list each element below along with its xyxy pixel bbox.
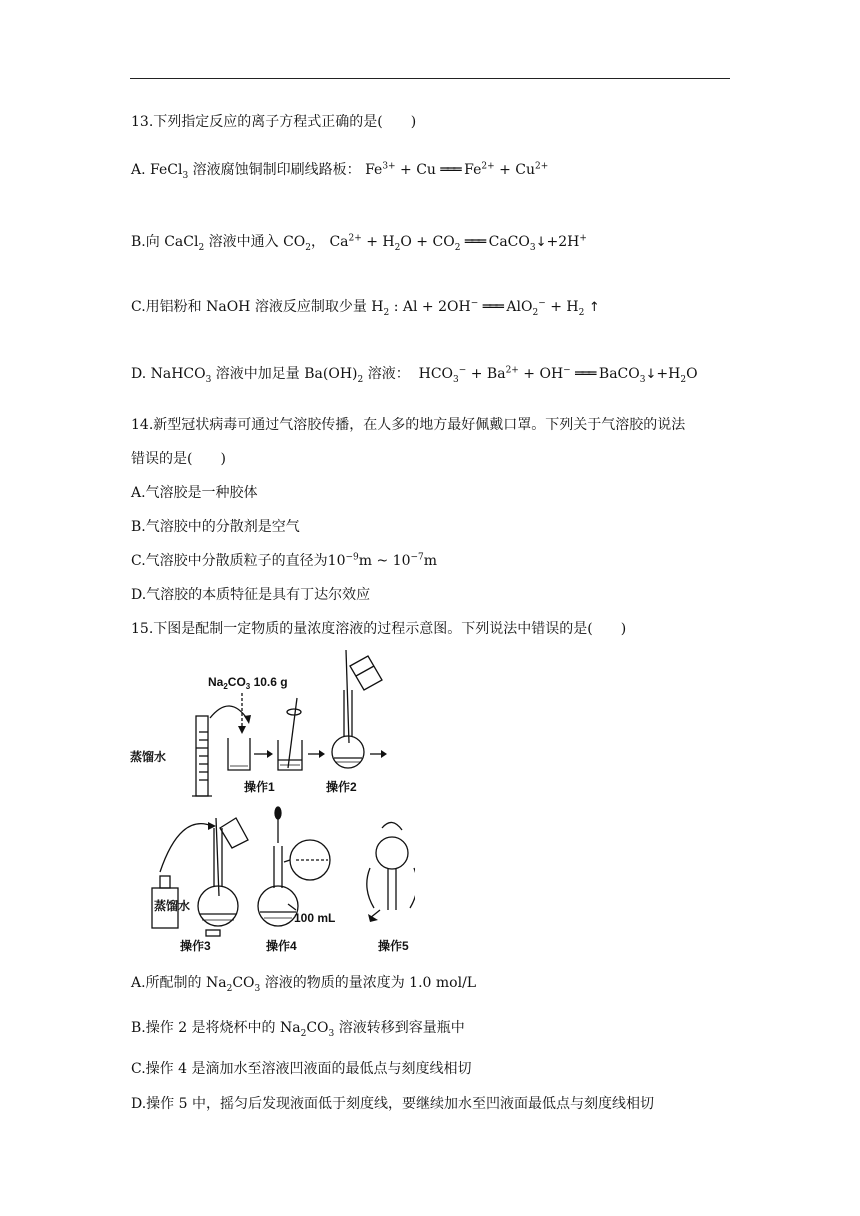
na2co3-label: $Na_2CO_3$ 10.6 g <box>208 675 288 691</box>
q14-option-a: A.气溶胶是一种胶体 <box>131 485 258 501</box>
op4-label: 操作4 <box>266 939 297 953</box>
q15-option-a: A.所配制的 $Na_2CO_3$ 溶液的物质的量浓度为 1.0 mol/L <box>131 975 477 994</box>
op2-label: 操作2 <box>326 780 357 794</box>
q14-stem-line2: 错误的是( ) <box>131 451 226 467</box>
q13-stem: 13.下列指定反应的离子方程式正确的是( ) <box>131 114 417 130</box>
q13-c-equation: : Al + 2OH− ═══ $AlO_2^- + H_2$ ↑ <box>393 298 600 318</box>
bottle-label: 蒸馏水 <box>154 899 191 913</box>
q14-stem-line1: 14.新型冠状病毒可通过气溶胶传播，在人多的地方最好佩戴口罩。下列关于气溶胶的说法 <box>131 417 686 433</box>
q14-option-d: D.气溶胶的本质特征是具有丁达尔效应 <box>131 587 371 603</box>
q15-stem: 15.下图是配制一定物质的量浓度溶液的过程示意图。下列说法中错误的是( ) <box>131 621 627 637</box>
q15-option-c: C.操作 4 是滴加水至溶液凹液面的最低点与刻度线相切 <box>131 1061 472 1077</box>
q13-option-c: C.用铝粉和 NaOH 溶液反应制取少量 $H_2$ : Al + 2OH− ═══ $AlO_2^- + H_2$ ↑ <box>131 298 600 318</box>
q13-a-equation: $Fe^{3+} + Cu$ ═══ $Fe^{2+} + Cu^{2+}$ <box>365 161 549 178</box>
q13-d-equation: $HCO_3^- + Ba^{2+} + OH^-$ ═══ $BaCO_3↓+H_2O$ <box>414 365 698 385</box>
header-rule <box>130 78 730 79</box>
q13-option-a: A. FeCl$_3$ 溶液腐蚀铜制印刷线路板： $Fe^{3+} + Cu$ ═══ $Fe^{2+} + Cu^{2+}$ <box>131 161 549 181</box>
op1-label: 操作1 <box>244 780 275 794</box>
op5-label: 操作5 <box>378 939 409 953</box>
q13-option-b: B.向 CaCl$_2$ 溶液中通入 $CO_2$， $Ca^{2+} + H_2O + CO_2$ ═══ CaCO$_3$↓+2H+ <box>131 233 587 253</box>
q13-b-equation: $Ca^{2+} + H_2O + CO_2$ ═══ CaCO$_3$↓+2H+ <box>329 233 587 253</box>
solution-preparation-diagram <box>130 648 415 958</box>
q14-option-c: C.气溶胶中分散质粒子的直径为$10^{-9}m$ ~ $10^{-7}m$ <box>131 552 438 569</box>
q14-option-b: B.气溶胶中的分散剂是空气 <box>131 519 300 535</box>
q15-option-d: D.操作 5 中，摇匀后发现液面低于刻度线，要继续加水至凹液面最低点与刻度线相切 <box>131 1096 654 1112</box>
q13-option-d: D. NaHCO$_3$ 溶液中加足量 $Ba(OH)_2$ 溶液： $HCO_3^- + Ba^{2+} + OH^-$ ═══ $BaCO_3↓+H_2O$ <box>131 365 698 385</box>
volume-label: 100 mL <box>294 911 336 925</box>
distilled-water-label: 蒸馏水 <box>130 750 167 764</box>
q15-option-b: B.操作 2 是将烧杯中的 $Na_2CO_3$ 溶液转移到容量瓶中 <box>131 1020 465 1039</box>
op3-label: 操作3 <box>180 939 211 953</box>
